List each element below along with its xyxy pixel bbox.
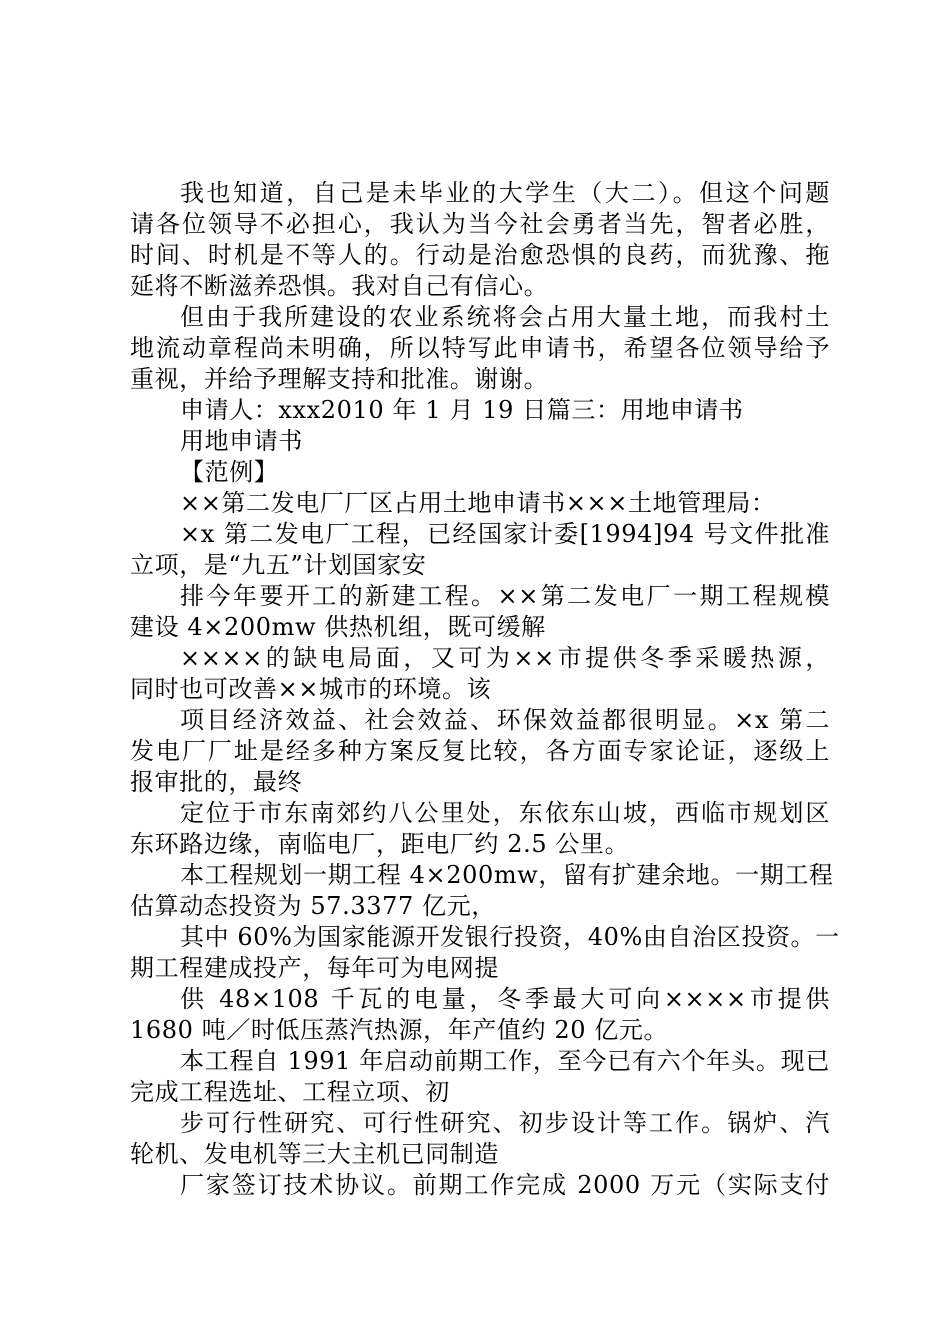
text-line: 延将不断滋养恐惧。我对自己有信心。 [130, 272, 549, 300]
text-line: 但由于我所建设的农业系统将会占用大量土地，而我村土 [180, 303, 830, 331]
text-line: 时间、时机是不等人的。行动是治愈恐惧的良药，而犹豫、拖 [130, 241, 830, 269]
text-line: 地流动章程尚未明确，所以特写此申请书，希望各位领导给予 [130, 334, 830, 362]
text-line: 定位于市东南郊约八公里处，东依东山坡，西临市规划区 [180, 799, 830, 827]
text-line: ××××的缺电局面，又可为××市提供冬季采暖热源， [180, 644, 830, 672]
text-line: 本工程自 1991 年启动前期工作，至今已有六个年头。现已 [180, 1047, 830, 1075]
text-line: 东环路边缘，南临电厂，距电厂约 2.5 公里。 [130, 830, 630, 858]
text-line: 供 48×108 千瓦的电量，冬季最大可向××××市提供 [180, 985, 830, 1013]
text-line: 步可行性研究、可行性研究、初步设计等工作。锅炉、汽 [180, 1109, 830, 1137]
text-line: 本工程规划一期工程 4×200mw，留有扩建余地。一期工程 [180, 861, 834, 889]
text-line: 发电厂厂址是经多种方案反复比较，各方面专家论证，逐级上 [130, 737, 830, 765]
text-line: 期工程建成投产，每年可为电网提 [130, 954, 499, 982]
text-line: 建设 4×200mw 供热机组，既可缓解 [130, 613, 546, 641]
text-line: 立项，是“九五”计划国家安 [130, 551, 427, 579]
text-line: 1680 吨／时低压蒸汽热源，年产值约 20 亿元。 [130, 1016, 669, 1044]
text-line: ×x 第二发电厂工程，已经国家计委[1994]94 号文件批准 [180, 520, 830, 548]
text-line: 同时也可改善××城市的环境。该 [130, 675, 492, 703]
text-line: 重视，并给予理解支持和批准。谢谢。 [130, 365, 549, 393]
letter-title: ××第二发电厂厂区占用土地申请书×××土地管理局： [180, 489, 776, 517]
example-label: 【范例】 [180, 458, 279, 486]
text-line: 排今年要开工的新建工程。××第二发电厂一期工程规模 [180, 582, 830, 610]
section-heading: 用地申请书 [180, 427, 303, 455]
text-line: 轮机、发电机等三大主机已同制造 [130, 1140, 499, 1168]
text-line: 我也知道，自己是未毕业的大学生（大二）。但这个问题 [180, 179, 830, 207]
text-line: 其中 60%为国家能源开发银行投资，40%由自治区投资。一 [180, 923, 840, 951]
text-line: 估算动态投资为 57.3377 亿元， [130, 892, 496, 920]
text-line: 厂家签订技术协议。前期工作完成 2000 万元（实际支付 [180, 1171, 830, 1199]
text-line: 完成工程选址、工程立项、初 [130, 1078, 450, 1106]
text-line: 请各位领导不必担心，我认为当今社会勇者当先，智者必胜， [130, 210, 830, 238]
text-line: 申请人：xxx2010 年 1 月 19 日篇三：用地申请书 [180, 396, 744, 424]
text-line: 项目经济效益、社会效益、环保效益都很明显。×x 第二 [180, 706, 830, 734]
text-line: 报审批的，最终 [130, 768, 303, 796]
